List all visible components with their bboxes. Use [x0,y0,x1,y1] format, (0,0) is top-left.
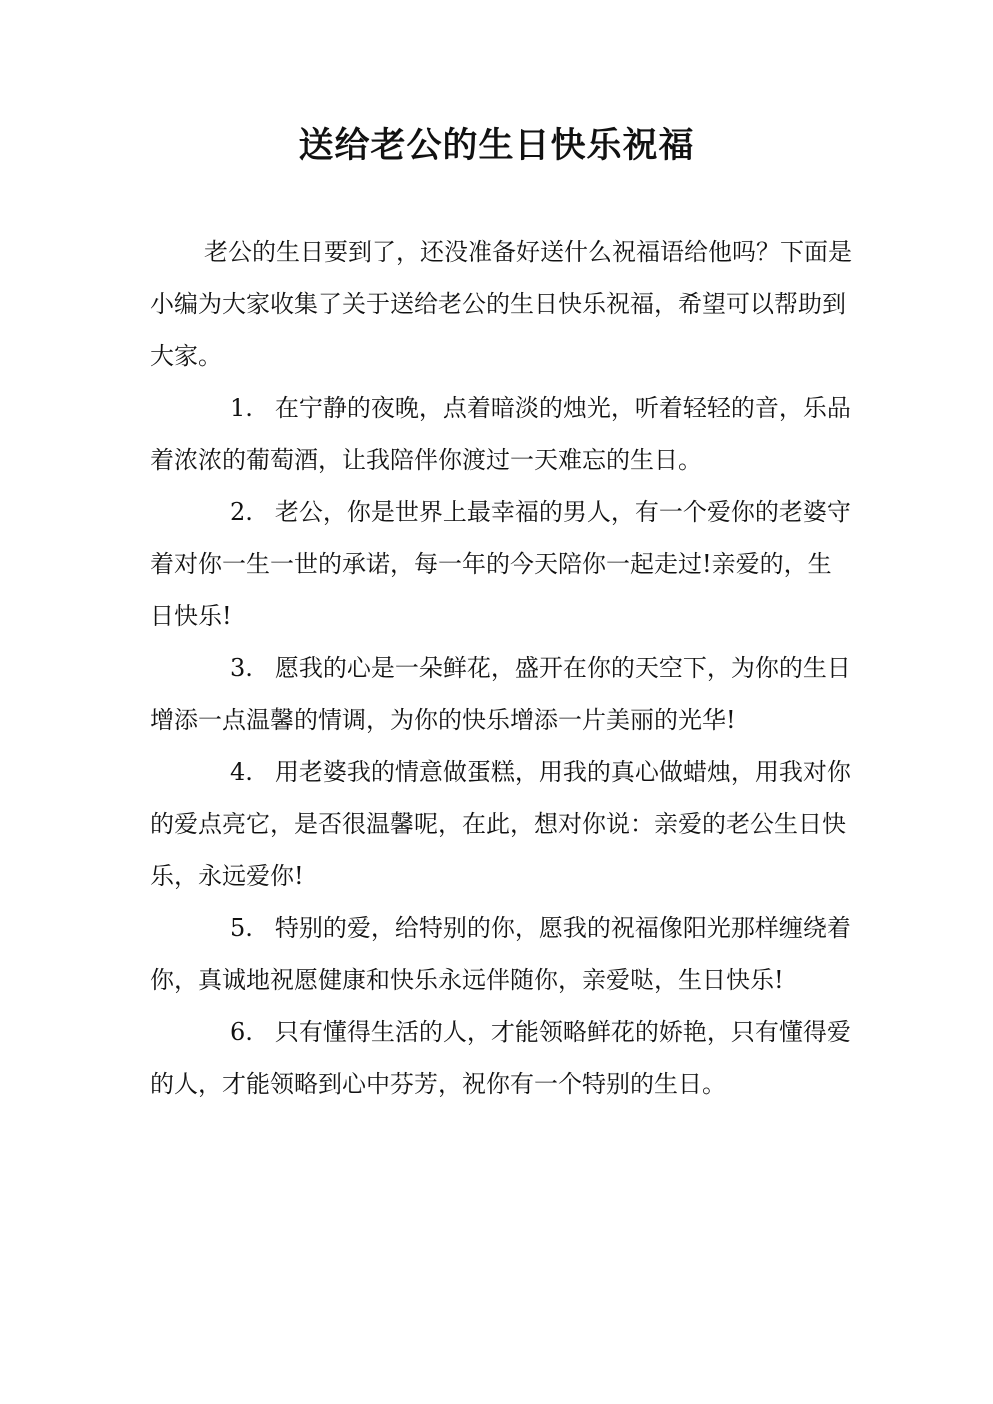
document-body [150,226,855,1110]
item-text: 只有懂得生活的人，才能领略鲜花的娇艳，只有懂得爱的人，才能领略到心中芬芳，祝你有一个特别的生日。 [150,1018,851,1098]
item-text: 愿我的心是一朵鲜花，盛开在你的天空下，为你的生日增添一点温馨的情调，为你的快乐增添一片美丽的光华! [150,654,851,734]
item-number: 4. [230,758,253,786]
intro-paragraph: 老公的生日要到了，还没准备好送什么祝福语给他吗？下面是小编为大家收集了关于送给老公的生日快乐祝福，希望可以帮助到大家。 [150,238,852,370]
list-item [150,902,855,1006]
list-item [150,642,855,746]
item-text: 特别的爱，给特别的你，愿我的祝福像阳光那样缠绕着你，真诚地祝愿健康和快乐永远伴随你，亲爱哒，生日快乐! [150,914,851,994]
list-item [150,746,855,902]
list-item [150,382,855,486]
list-item [150,486,855,642]
list-item [150,1006,855,1110]
item-number: 2. [230,498,253,526]
item-number: 3. [230,654,253,682]
document-title: 送给老公的生日快乐祝福 [298,125,695,166]
item-number: 1. [230,394,253,422]
item-text: 用老婆我的情意做蛋糕，用我的真心做蜡烛，用我对你的爱点亮它，是否很温馨呢，在此，想对你说：亲爱的老公生日快乐，永远爱你! [150,758,851,890]
item-number: 5. [230,914,253,942]
item-number: 6. [230,1018,253,1046]
item-text: 在宁静的夜晚，点着暗淡的烛光，听着轻轻的音，乐品着浓浓的葡萄酒，让我陪伴你渡过一天难忘的生日。 [150,394,851,474]
item-text: 老公，你是世界上最幸福的男人，有一个爱你的老婆守着对你一生一世的承诺，每一年的今天陪你一起走过!亲爱的，生日快乐! [150,498,851,630]
